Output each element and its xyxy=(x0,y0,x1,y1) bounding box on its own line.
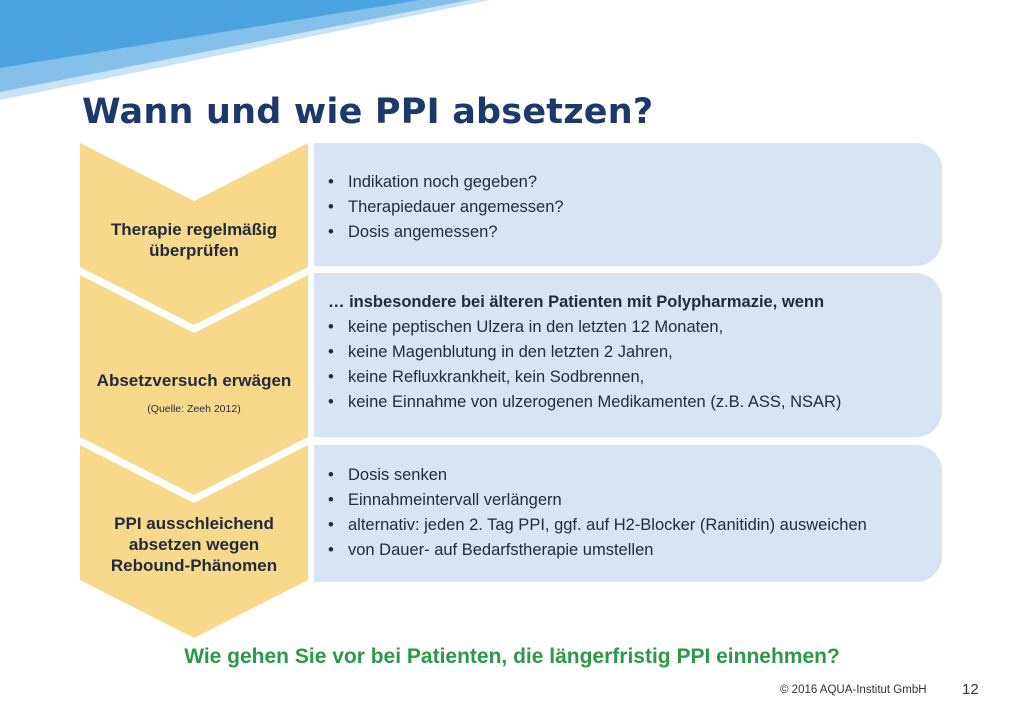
copyright-notice: © 2016 AQUA-Institut GmbH xyxy=(780,684,927,696)
list-item: • keine Refluxkrankheit, kein Sodbrennen, xyxy=(328,365,932,390)
page-number: 12 xyxy=(962,681,979,698)
step-2-lead: … insbesondere bei älteren Patienten mit Polypharmazie, wenn xyxy=(328,293,825,311)
list-item: • Dosis angemessen? xyxy=(328,220,932,245)
step-1-bullets xyxy=(328,170,932,245)
list-item: • Indikation noch gegeben? xyxy=(328,170,932,195)
list-item: • Einnahmeintervall verlängern xyxy=(328,488,932,513)
step-1-label: Therapie regelmäßig überprüfen xyxy=(110,220,278,260)
slide-title: Wann und wie PPI absetzen? xyxy=(82,92,654,132)
list-item: • von Dauer- auf Bedarfstherapie umstellen xyxy=(328,538,932,563)
list-item: • Therapiedauer angemessen? xyxy=(328,195,932,220)
list-item: • Dosis senken xyxy=(328,463,932,488)
step-3-label: PPI ausschleichend absetzen wegen Rebound-Phänomen xyxy=(110,514,278,575)
step-2-box xyxy=(314,273,942,437)
list-item: • alternativ: jeden 2. Tag PPI, ggf. auf H2-Blocker (Ranitidin) ausweichen xyxy=(328,513,932,538)
closing-question: Wie gehen Sie vor bei Patienten, die längerfristig PPI einnehmen? xyxy=(184,645,840,668)
step-2-label: Absetzversuch erwägen (Quelle: Zeeh 2012) xyxy=(80,370,308,420)
source-note: (Quelle: Zeeh 2012) xyxy=(147,403,241,415)
step-3-bullets xyxy=(328,463,932,563)
list-item: • keine Magenblutung in den letzten 2 Jahren, xyxy=(328,340,932,365)
list-item: • keine peptischen Ulzera in den letzten 12 Monaten, xyxy=(328,315,932,340)
list-item: • keine Einnahme von ulzerogenen Medikamenten (z.B. ASS, NSAR) xyxy=(328,390,932,415)
step-2-bullets xyxy=(328,315,932,415)
step-1-box xyxy=(314,143,942,266)
step-3-box xyxy=(314,445,942,582)
